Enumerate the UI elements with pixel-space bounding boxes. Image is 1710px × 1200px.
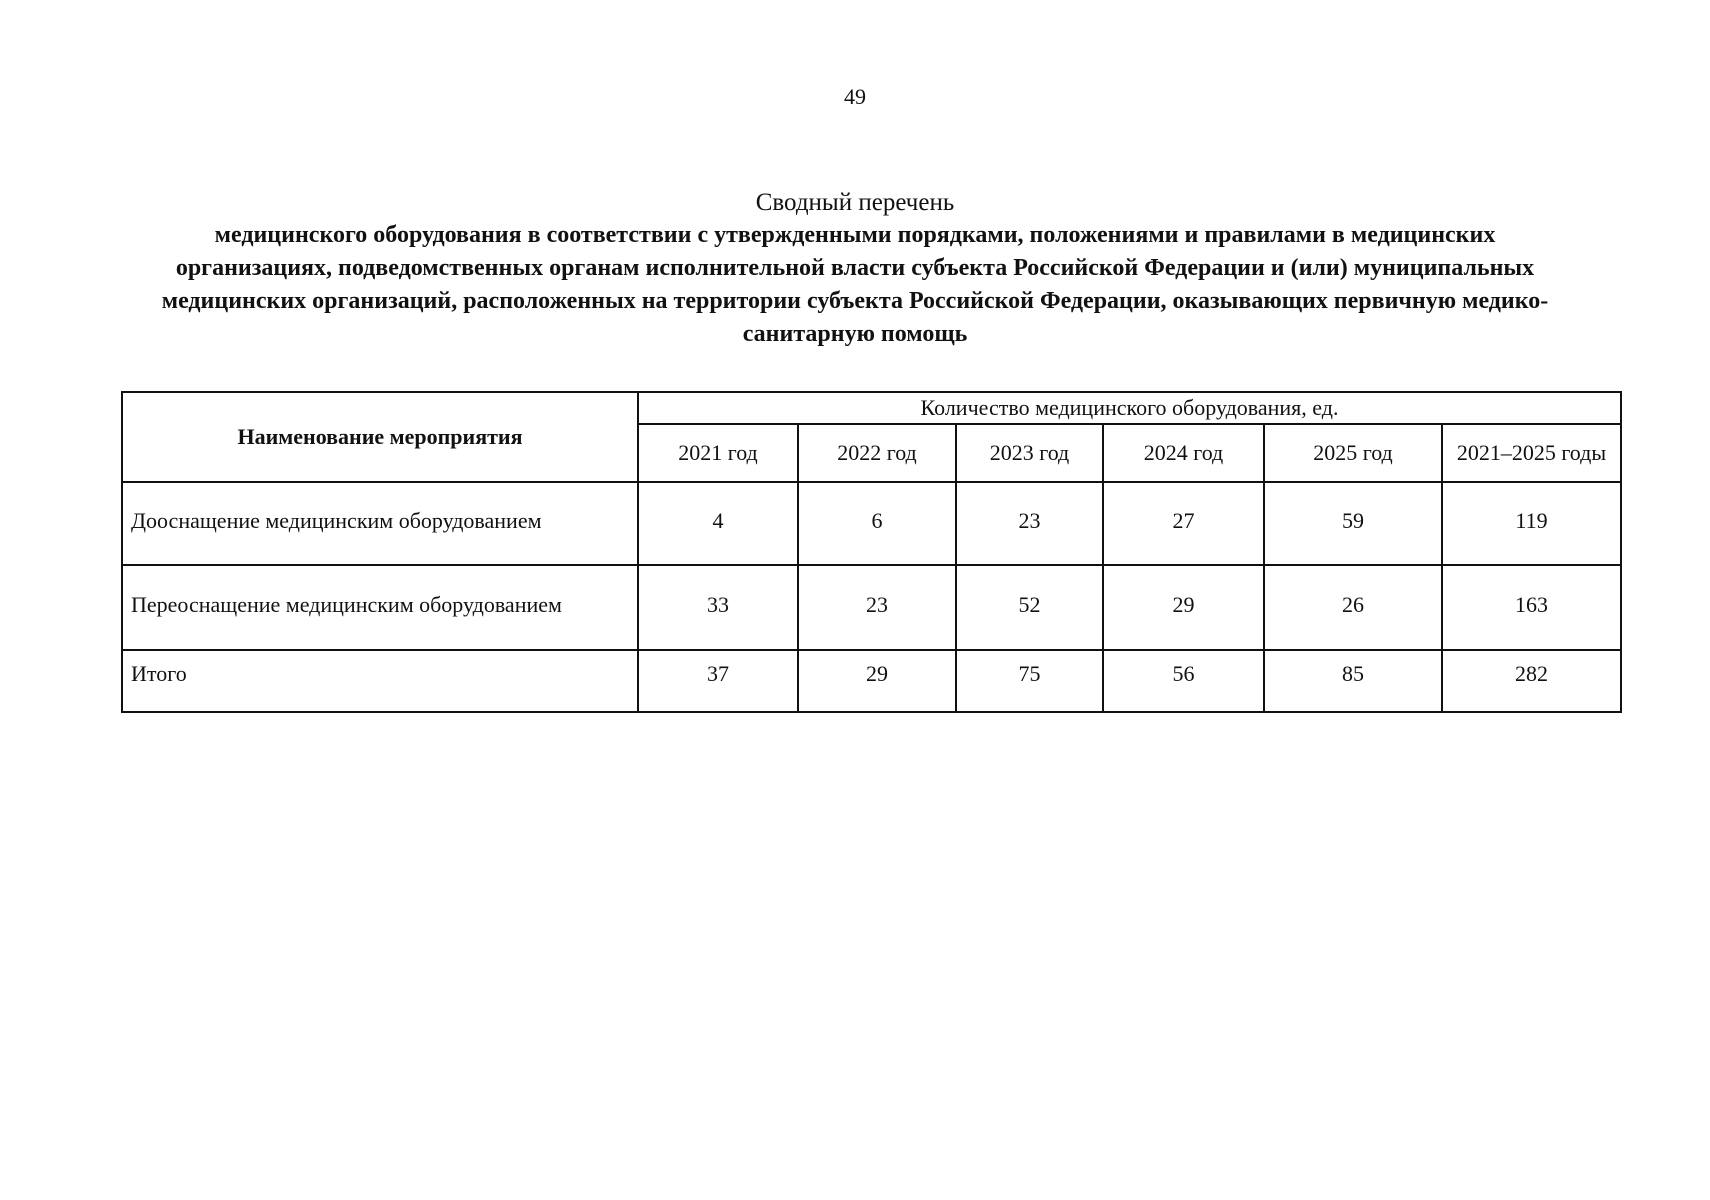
equipment-summary-table [121,391,1622,713]
document-subtitle: медицинского оборудования в соответствии с утвержденными порядками, положениями и правилами в медицинских организациях, подведомственных органам исполнительной власти субъекта Российской Федерации и (или) муниципальных медицинских организаций, расположенных на территории субъекта Российской Федерации, оказывающих первичную медико-санитарную помощь [161,222,1549,347]
column-header-2025: 2025 год [1264,424,1442,482]
table-cell: 4 [638,482,798,565]
table-cell: 59 [1264,482,1442,565]
table-row-total [122,650,1621,712]
table-cell: 163 [1442,565,1621,650]
table-header-row [122,392,1621,424]
table-cell: 6 [798,482,956,565]
column-header-2024: 2024 год [1103,424,1264,482]
column-group-header: Количество медицинского оборудования, ед. [638,392,1621,424]
table-row [122,482,1621,565]
column-header-2022: 2022 год [798,424,956,482]
document-title: Сводный перечень [755,189,955,216]
table-cell: 23 [956,482,1103,565]
table-cell: 52 [956,565,1103,650]
table-cell: 85 [1264,650,1442,712]
table-cell: 119 [1442,482,1621,565]
table-cell: 37 [638,650,798,712]
table-cell: 26 [1264,565,1442,650]
table-cell: 282 [1442,650,1621,712]
page-number: 49 [844,84,866,109]
table-row [122,565,1621,650]
table-cell: 33 [638,565,798,650]
table-cell: 29 [1103,565,1264,650]
table-cell: 29 [798,650,956,712]
column-header-2021: 2021 год [638,424,798,482]
column-header-name: Наименование мероприятия [122,392,638,482]
row-label: Итого [122,650,638,712]
table-cell: 27 [1103,482,1264,565]
column-header-2023: 2023 год [956,424,1103,482]
column-header-total-years: 2021–2025 годы [1442,424,1621,482]
row-label: Переоснащение медицинским оборудованием [122,565,638,650]
table-cell: 56 [1103,650,1264,712]
table-cell: 75 [956,650,1103,712]
row-label: Дооснащение медицинским оборудованием [122,482,638,565]
table-cell: 23 [798,565,956,650]
